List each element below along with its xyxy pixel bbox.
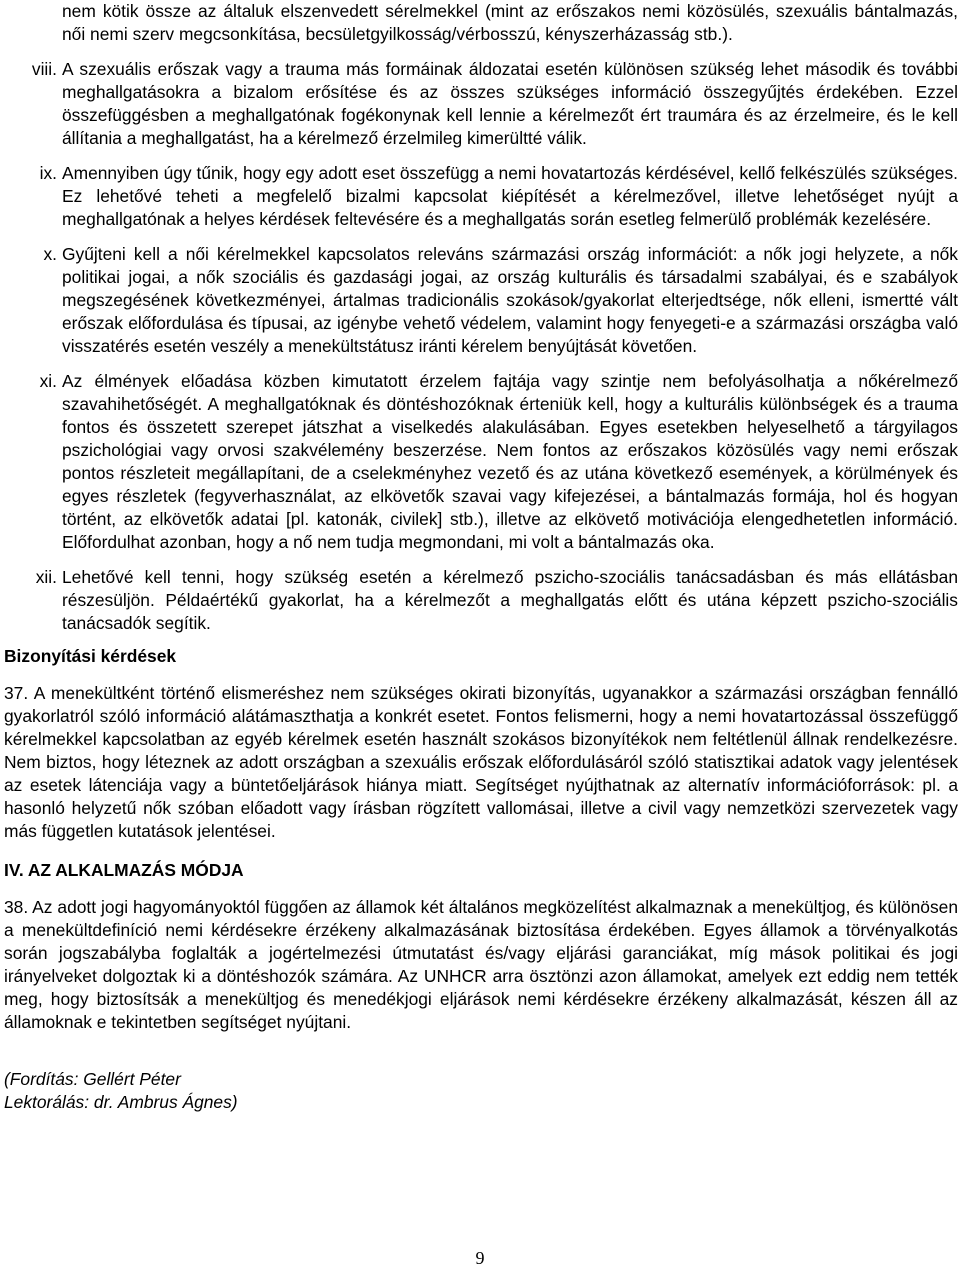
list-item-number: xii.: [35, 567, 57, 587]
list-item-text: Lehetővé kell tenni, hogy szükség esetén a kérelmező pszicho-szociális tanácsadásban és más ellátásban részesüljön. Példaértékű gyakorlat, ha a kérelmezőt a meghallgatás előtt és utána képzett pszicho-szociális tanácsadók segítik.: [62, 567, 958, 633]
list-item-number: ix.: [39, 163, 57, 183]
paragraph-38: 38. Az adott jogi hagyományoktól függően az államok két általános megközelítést alkalmaznak a menekültjog, és különösen a menekültdefiníció nemi kérdésekre érzékeny alkalmazásának biztosítása érdekében. Egyes államok a törvényalkotás során jogszabályba foglalták a jogértelmezési útmutatást és/vagy eljárási garanciákat, míg mások politikai és jogi irányelveket dolgoztak ki a döntéshozók számára. Az UNHCR arra ösztönzi azon államokat, amelyek ezt eddig nem tették meg, hogy biztosítsák a menekültjog és menedékjogi eljárások nemi kérdésekre érzékeny alkalmazását, készen áll az államoknak e tekintetben segítséget nyújtani.: [4, 897, 958, 1032]
translation-credit: (Fordítás: Gellért Péter: [4, 1069, 181, 1089]
list-item-number: x.: [43, 244, 57, 264]
list-item-number: xi.: [39, 371, 57, 391]
list-item-text: A szexuális erőszak vagy a trauma más formáinak áldozatai esetén különösen szükség lehet második és további meghallgatásokra a bizalom erősítése és az összes szükséges információ összegyűjtés érdekében. Ezzel összefüggésben a meghallgatónak fogékonynak kell lennie a kérelmezőt ért traumára és az érzelmeire, és le kell állítania a meghallgatást, ha a kérelmező érzelmileg kimerültté válik.: [62, 59, 958, 148]
list-item-x: [4, 243, 958, 358]
proofreading-credit: Lektorálás: dr. Ambrus Ágnes): [4, 1092, 238, 1112]
list-item-text: Amennyiben úgy tűnik, hogy egy adott eset összefügg a nemi hovatartozás kérdésével, kellő felkészülés szükséges. Ez lehetővé teheti a megfelelő bizalmi kapcsolat kiépítését a kérelmezővel, illetve lehetőséget nyújt a meghallgatónak a helyes kérdések feltevésére és a meghallgatás során esetleg felmerülő problémák kezelésére.: [62, 163, 958, 229]
list-item-xi: [4, 370, 958, 554]
list-item-text: Gyűjteni kell a női kérelmekkel kapcsolatos releváns származási ország információt: a nők jogi helyzete, a nők politikai jogai, a nők szociális és gazdasági jogai, az ország kulturális és társadalmi szabályai, és e szabályok megszegésének következményei, ártalmas tradicionális szokások/gyakorlat elterjedtsége, nők elleni, ismertté vált erőszak előfordulása és típusai, az igénybe vehető védelem, valamint hogy fenyegeti-e a származási országba való visszatérés esetén veszély a menekültstátusz iránti kérelem benyújtását követően.: [62, 244, 958, 356]
document-page: [4, 0, 958, 1114]
section-heading: Bizonyítási kérdések: [4, 646, 177, 666]
list-item-number: viii.: [31, 59, 57, 79]
page-number: 9: [475, 1248, 485, 1268]
paragraph-37: 37. A menekültként történő elismeréshez nem szükséges okirati bizonyítás, ugyanakkor a származási országban fennálló gyakorlatról szóló információ alátámaszthatja a konkrét esetet. Fontos felismerni, hogy a nemi hovatartozással összefüggő kérelmekkel kapcsolatban az egyéb kérelmek esetén használt szokásos bizonyítékok nem feltétlenül állnak rendelkezésre. Nem biztos, hogy léteznek az adott országban a szexuális erőszak előfordulásáról szóló statisztikai adatok vagy jelentések az esetek látenciája vagy a büntetőeljárások hiánya miatt. Segítséget nyújthatnak az alternatív információforrások: pl. a hasonló helyzetű nők szóban előadott vagy írásban rögzített vallomásai, illetve a civil vagy nemzetközi szervezetek vagy más független kutatások jelentései.: [4, 683, 958, 841]
list-item-text: Az élmények előadása közben kimutatott érzelem fajtája vagy szintje nem befolyásolhatja a nőkérelmező szavahihetőségét. A meghallgatóknak és döntéshozóknak érteniük kell, hogy a kulturális különbségek és a trauma fontos és összetett szerepet játszhat a viselkedés alakulásában. Egyes esetekben helyeselhető a tárgyilagos pszichológiai vagy orvosi szakvélemény beszerzése. Nem fontos az erőszakos közösülés vagy nemi erőszak pontos részleteit megállapítani, de a cselekményhez vezető és az utána következő események, a körülmények és egyes részletek (fegyverhasználat, az elkövetők szavai vagy kifejezései, a bántalmazás formája, hol és hogyan történt, az elkövetők adatai [pl. katonák, civilek] stb.), illetve az elkövető motivációja elengedhetetlen információ. Előfordulhat azonban, hogy a nő nem tudja megmondani, mi volt a bántalmazás oka.: [62, 371, 958, 552]
chapter-heading: IV. AZ ALKALMAZÁS MÓDJA: [4, 860, 244, 880]
list-item-xii: [4, 566, 958, 635]
list-item-viii: [4, 58, 958, 150]
list-item-ix: [4, 162, 958, 231]
continuation-text: nem kötik össze az általuk elszenvedett sérelmekkel (mint az erőszakos nemi közösülés, szexuális bántalmazás, női nemi szerv megcsonkítása, becsületgyilkosság/vérbosszú, kényszerházasság stb.).: [62, 1, 958, 44]
